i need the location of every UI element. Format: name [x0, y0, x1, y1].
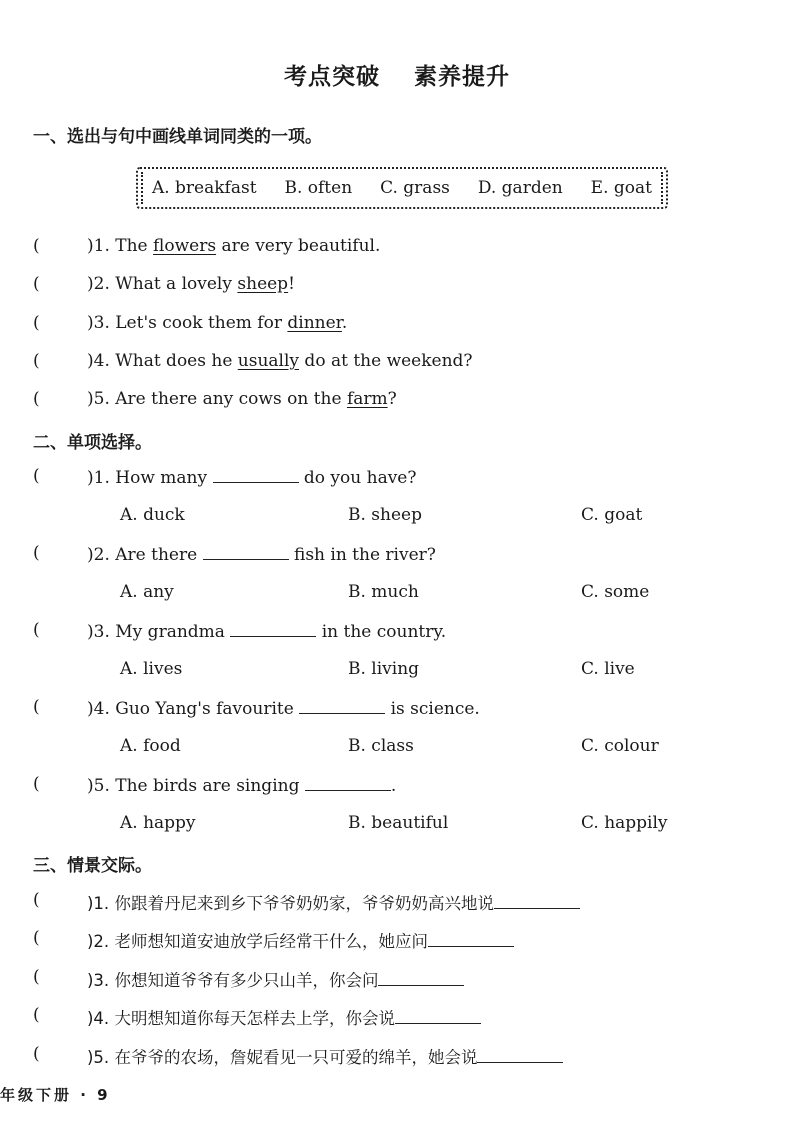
answer-blank[interactable]: [378, 969, 464, 986]
question-number: )3.: [87, 971, 115, 990]
option-b: B. sheep: [348, 505, 422, 525]
answer-paren[interactable]: (: [33, 890, 40, 910]
question-number: )2.: [87, 545, 116, 565]
section-2-heading: 二、单项选择。: [33, 433, 152, 453]
question-number: )1.: [87, 468, 116, 488]
answer-paren[interactable]: (: [33, 236, 40, 256]
answer-blank[interactable]: [213, 466, 299, 483]
underlined-word: dinner: [287, 313, 342, 333]
question-number: )4.: [87, 351, 116, 371]
option-a: A. lives: [120, 659, 183, 679]
answer-blank[interactable]: [428, 930, 514, 947]
question-number: )1.: [87, 236, 116, 256]
answer-paren[interactable]: (: [33, 274, 40, 294]
answer-paren[interactable]: (: [33, 351, 40, 371]
section-3-heading: 三、情景交际。: [33, 856, 152, 876]
question-number: )3.: [87, 313, 116, 333]
answer-blank[interactable]: [477, 1046, 563, 1063]
question-number: )4.: [87, 1009, 115, 1028]
answer-blank[interactable]: [203, 543, 289, 560]
answer-paren[interactable]: (: [33, 620, 40, 640]
option-b: B. class: [348, 736, 414, 756]
answer-blank[interactable]: [494, 892, 580, 909]
answer-paren[interactable]: (: [33, 389, 40, 409]
answer-paren[interactable]: (: [33, 774, 40, 794]
underlined-word: farm: [346, 389, 388, 409]
option-c: C. some: [581, 582, 650, 602]
question-number: )5.: [87, 389, 116, 409]
word-option-e: E. goat: [590, 178, 652, 198]
page-footer: 年级下册 · 9: [0, 1086, 111, 1104]
answer-paren[interactable]: (: [33, 967, 40, 987]
answer-blank[interactable]: [305, 774, 391, 791]
question-number: )5.: [87, 776, 116, 796]
question-number: )1.: [87, 894, 115, 913]
word-option-a: A. breakfast: [151, 178, 257, 198]
answer-paren[interactable]: (: [33, 313, 40, 333]
answer-paren[interactable]: (: [33, 1044, 40, 1064]
underlined-word: sheep: [237, 274, 289, 294]
option-b: B. beautiful: [348, 813, 449, 833]
question-number: )2.: [87, 932, 115, 951]
option-a: A. any: [120, 582, 174, 602]
section-1-heading: 一、选出与句中画线单词同类的一项。: [33, 127, 322, 147]
title-part-1: 考点突破: [284, 64, 380, 90]
option-c: C. happily: [581, 813, 668, 833]
word-option-b: B. often: [284, 178, 353, 198]
option-a: A. duck: [120, 505, 185, 525]
underlined-word: usually: [237, 351, 300, 371]
option-a: A. food: [120, 736, 181, 756]
option-c: C. colour: [581, 736, 659, 756]
option-b: B. living: [348, 659, 420, 679]
option-a: A. happy: [120, 813, 196, 833]
option-c: C. goat: [581, 505, 643, 525]
option-b: B. much: [348, 582, 419, 602]
answer-paren[interactable]: (: [33, 543, 40, 563]
question-number: )5.: [87, 1048, 115, 1067]
word-box: [136, 167, 668, 209]
word-option-c: C. grass: [380, 178, 450, 198]
answer-paren[interactable]: (: [33, 466, 40, 486]
answer-paren[interactable]: (: [33, 1005, 40, 1025]
option-c: C. live: [581, 659, 635, 679]
question-number: )3.: [87, 622, 116, 642]
underlined-word: flowers: [153, 236, 217, 256]
answer-blank[interactable]: [395, 1007, 481, 1024]
answer-blank[interactable]: [230, 620, 316, 637]
question-number: )2.: [87, 274, 116, 294]
answer-paren[interactable]: (: [33, 697, 40, 717]
answer-blank[interactable]: [299, 697, 385, 714]
title-part-2: 素养提升: [414, 64, 510, 90]
word-option-d: D. garden: [477, 178, 563, 198]
page-title: [0, 58, 794, 91]
question-number: )4.: [87, 699, 116, 719]
answer-paren[interactable]: (: [33, 928, 40, 948]
